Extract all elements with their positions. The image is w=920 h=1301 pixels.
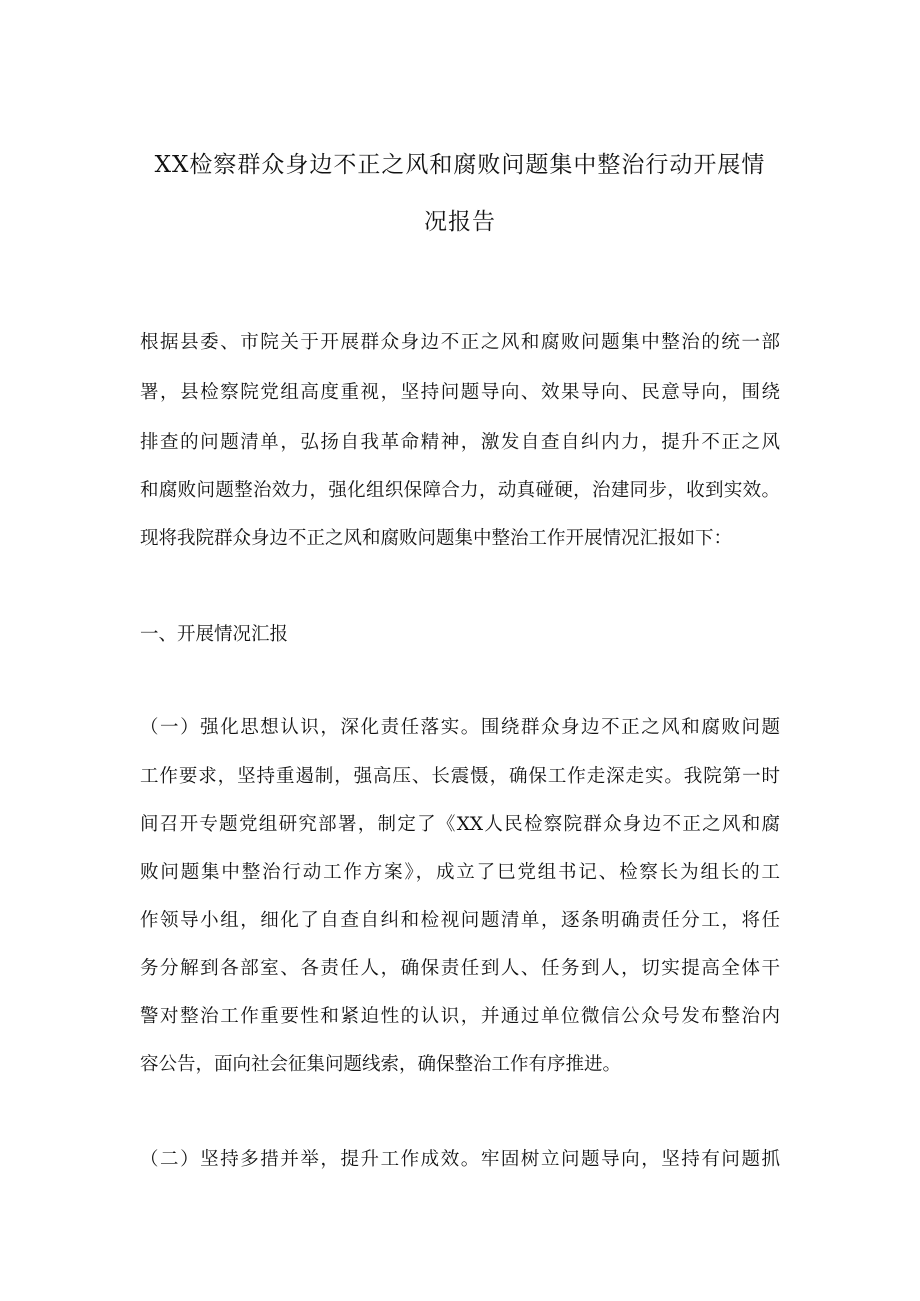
paragraph-line: 间召开专题党组研究部署，制定了《XX人民检察院群众身边不正之风和腐: [140, 814, 780, 835]
intro-line: 现将我院群众身边不正之风和腐败问题集中整治工作开展情况汇报如下：: [140, 528, 733, 549]
paragraph-line: 工作要求，坚持重遏制，强高压、长震慑，确保工作走深走实。我院第一时: [140, 766, 780, 787]
document-title-line-1: XX检察群众身边不正之风和腐败问题集中整治行动开展情: [154, 152, 766, 178]
section-heading: 一、开展情况汇报: [140, 624, 289, 645]
document-title-line-2: 况报告: [424, 209, 496, 235]
paragraph-line: 警对整治工作重要性和紧迫性的认识，并通过单位微信公众号发布整治内: [140, 1006, 780, 1027]
paragraph-line: 败问题集中整治行动工作方案》，成立了巳党组书记、检察长为组长的工: [140, 862, 780, 883]
paragraph-line: （一）强化思想认识，深化责任落实。围绕群众身边不正之风和腐败问题: [140, 717, 780, 738]
paragraph-line: 作领导小组，细化了自查自纠和检视问题清单，逐条明确责任分工，将任: [140, 910, 780, 931]
intro-line: 根据县委、市院关于开展群众身边不正之风和腐败问题集中整治的统一部: [140, 332, 780, 353]
intro-line: 和腐败问题整治效力，强化组织保障合力，动真碰硬，治建同步，收到实效。: [140, 480, 780, 501]
intro-line: 排查的问题清单，弘扬自我革命精神，激发自查自纠内力，提升不正之风: [140, 432, 780, 453]
paragraph-line: 容公告，面向社会征集问题线索，确保整治工作有序推进。: [140, 1054, 622, 1075]
paragraph-line: （二）坚持多措并举，提升工作成效。牢固树立问题导向，坚持有问题抓: [140, 1149, 780, 1170]
paragraph-line: 务分解到各部室、各责任人，确保责任到人、任务到人，切实提高全体干: [140, 958, 780, 979]
intro-line: 署，县检察院党组高度重视，坚持问题导向、效果导向、民意导向，围绕: [140, 382, 780, 403]
